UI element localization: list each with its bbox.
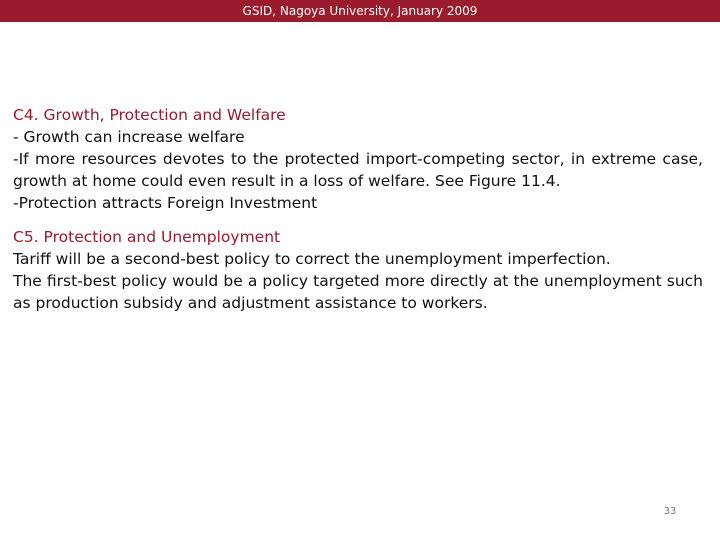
section-heading: C4. Growth, Protection and Welfare <box>13 106 286 124</box>
slide-header-bar <box>0 0 720 22</box>
page-number: 33 <box>663 506 677 517</box>
bullet-line: -Protection attracts Foreign Investment <box>13 194 318 212</box>
slide-content <box>13 104 703 326</box>
bullet-line: - Growth can increase welfare <box>13 128 245 146</box>
body-line: The first-best policy would be a policy targeted more directly at the unemployment such as production subsidy and adjustment assistance to workers. <box>13 272 703 312</box>
body-line: Tariff will be a second-best policy to correct the unemployment imperfection. <box>13 250 611 268</box>
section-heading: C5. Protection and Unemployment <box>13 228 281 246</box>
header-text: GSID, Nagoya University, January 2009 <box>242 4 478 18</box>
section-protection-unemployment <box>13 226 703 314</box>
section-growth-protection-welfare <box>13 104 703 214</box>
bullet-line: -If more resources devotes to the protected import-competing sector, in extreme case, growth at home could even result in a loss of welfare. See Figure 11.4. <box>13 150 703 190</box>
